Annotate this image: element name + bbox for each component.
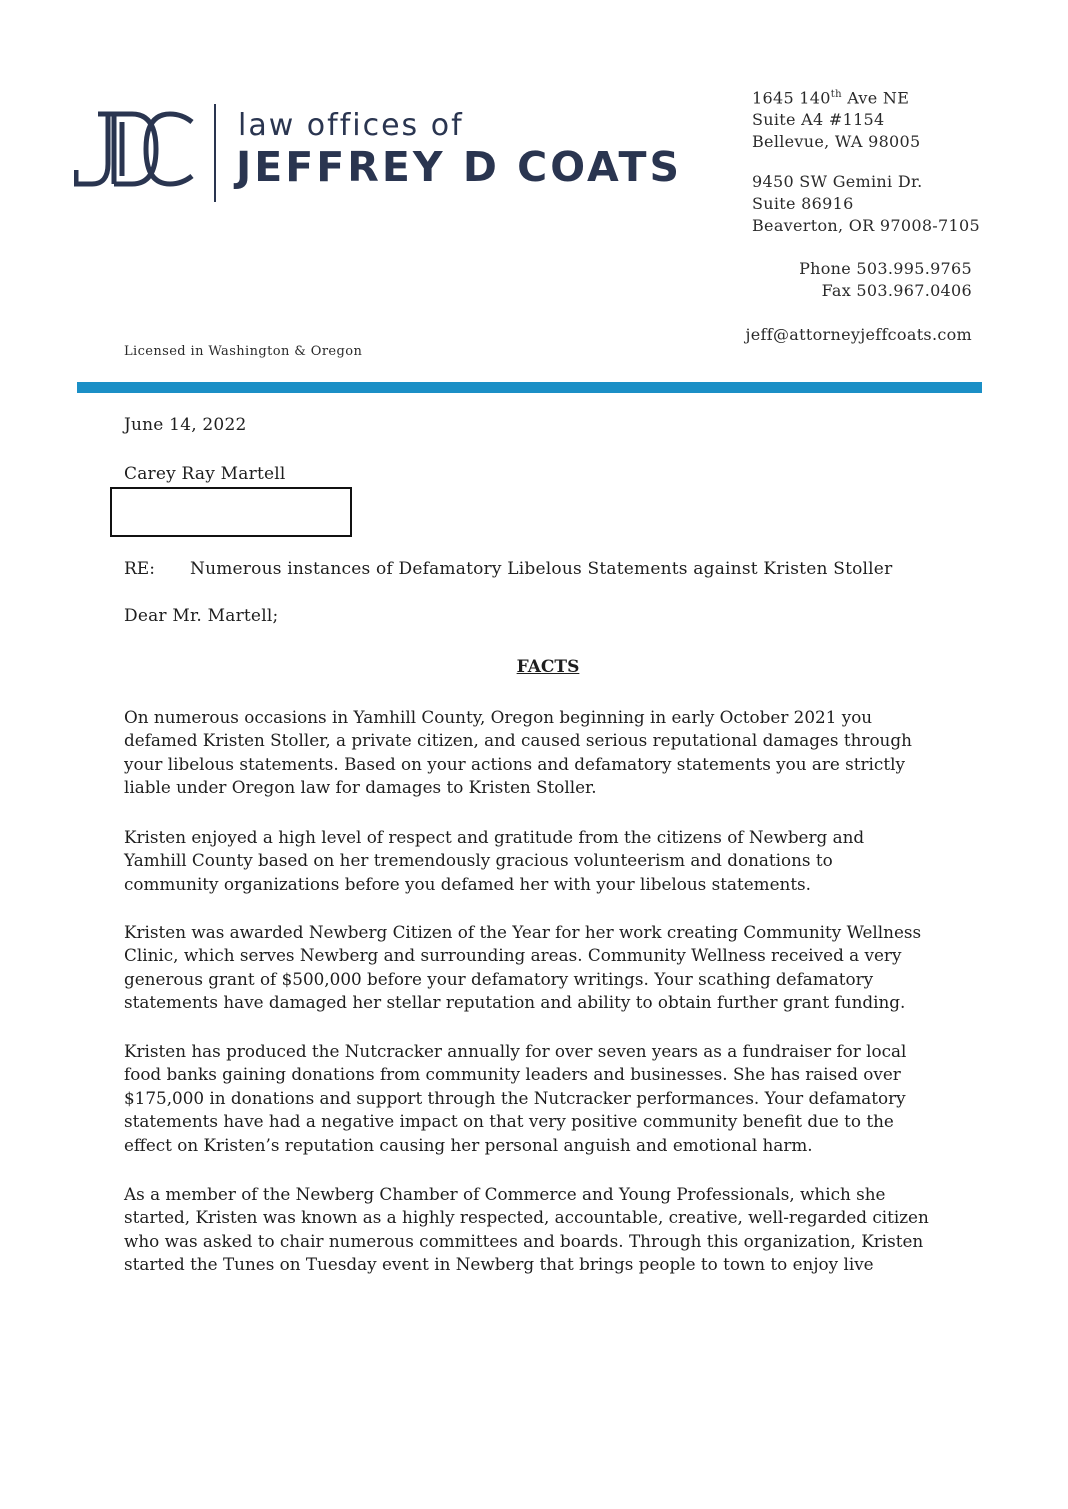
paragraph-line: effect on Kristen’s reputation causing her personal anguish and emotional harm. [124,1134,813,1155]
address-bellevue-suite: Suite A4 #1154 [752,110,885,130]
paragraph-line: Yamhill County based on her tremendously gracious volunteerism and donations to [124,850,833,871]
paragraph-line: Kristen was awarded Newberg Citizen of the Year for her work creating Community Wellness [124,922,922,942]
address-beaverton-street: 9450 SW Gemini Dr. [752,172,923,191]
address-bellevue-city: Bellevue, WA 98005 [752,132,921,152]
paragraph-5 [124,1183,974,1277]
paragraph-line: your libelous statements. Based on your actions and defamatory statements you are strictly [124,753,905,774]
re-subject: Numerous instances of Defamatory Libelous Statements against Kristen Stoller [190,559,893,579]
re-label: RE: [124,559,155,579]
paragraph-line: Clinic, which serves Newberg and surrounding areas. Community Wellness received a very [124,945,902,966]
paragraph-line: Kristen enjoyed a high level of respect and gratitude from the citizens of Newberg and [124,827,865,847]
paragraph-line: food banks gaining donations from community leaders and businesses. She has raised over [124,1064,901,1085]
paragraph-line: Kristen has produced the Nutcracker annually for over seven years as a fundraiser for local [124,1041,907,1061]
paragraph-4 [124,1040,974,1157]
email-address: jeff@attorneyjeffcoats.com [745,325,972,344]
paragraph-line: started the Tunes on Tuesday event in Newberg that brings people to town to enjoy live [124,1254,874,1275]
paragraph-line: As a member of the Newberg Chamber of Commerce and Young Professionals, which she [124,1184,886,1204]
paragraph-line: defamed Kristen Stoller, a private citizen, and caused serious reputational damages through [124,730,912,751]
logo-divider [214,104,216,202]
firm-name: JEFFREY D COATS [236,143,683,191]
paragraph-line: statements have damaged her stellar reputation and ability to obtain further grant funding. [124,992,906,1013]
firm-prefix: law offices of [238,108,464,143]
paragraph-2 [124,826,974,896]
salutation: Dear Mr. Martell; [124,606,279,626]
paragraph-3 [124,921,974,1015]
redacted-address-box [110,487,352,537]
address-beaverton [752,171,980,237]
address-beaverton-suite: Suite 86916 [752,194,854,213]
paragraph-1 [124,706,974,800]
paragraph-line: started, Kristen was known as a highly respected, accountable, creative, well-regarded citizen [124,1207,929,1228]
paragraph-line: generous grant of $500,000 before your defamatory writings. Your scathing defamatory [124,968,874,989]
firm-logo-icon [74,104,198,190]
address-bellevue [752,84,921,153]
paragraph-line: who was asked to chair numerous committees and boards. Through this organization, Kristen [124,1230,924,1251]
paragraph-line: $175,000 in donations and support through the Nutcracker performances. Your defamatory [124,1087,906,1108]
phone-number: Phone 503.995.9765 [799,259,972,278]
licensed-states: Licensed in Washington & Oregon [124,344,363,359]
recipient-name: Carey Ray Martell [124,464,286,484]
paragraph-line: statements have had a negative impact on that very positive community benefit due to the [124,1111,894,1132]
fax-number: Fax 503.967.0406 [821,281,972,300]
paragraph-line: liable under Oregon law for damages to Kristen Stoller. [124,777,597,798]
address-beaverton-city: Beaverton, OR 97008-7105 [752,216,980,235]
facts-heading: FACTS [516,657,580,677]
header-rule [77,382,982,393]
letter-date: June 14, 2022 [124,415,247,435]
paragraph-line: community organizations before you defamed her with your libelous statements. [124,873,812,894]
paragraph-line: On numerous occasions in Yamhill County, Oregon beginning in early October 2021 you [124,707,873,727]
address-bellevue-street: 1645 140th Ave NE [752,88,910,108]
